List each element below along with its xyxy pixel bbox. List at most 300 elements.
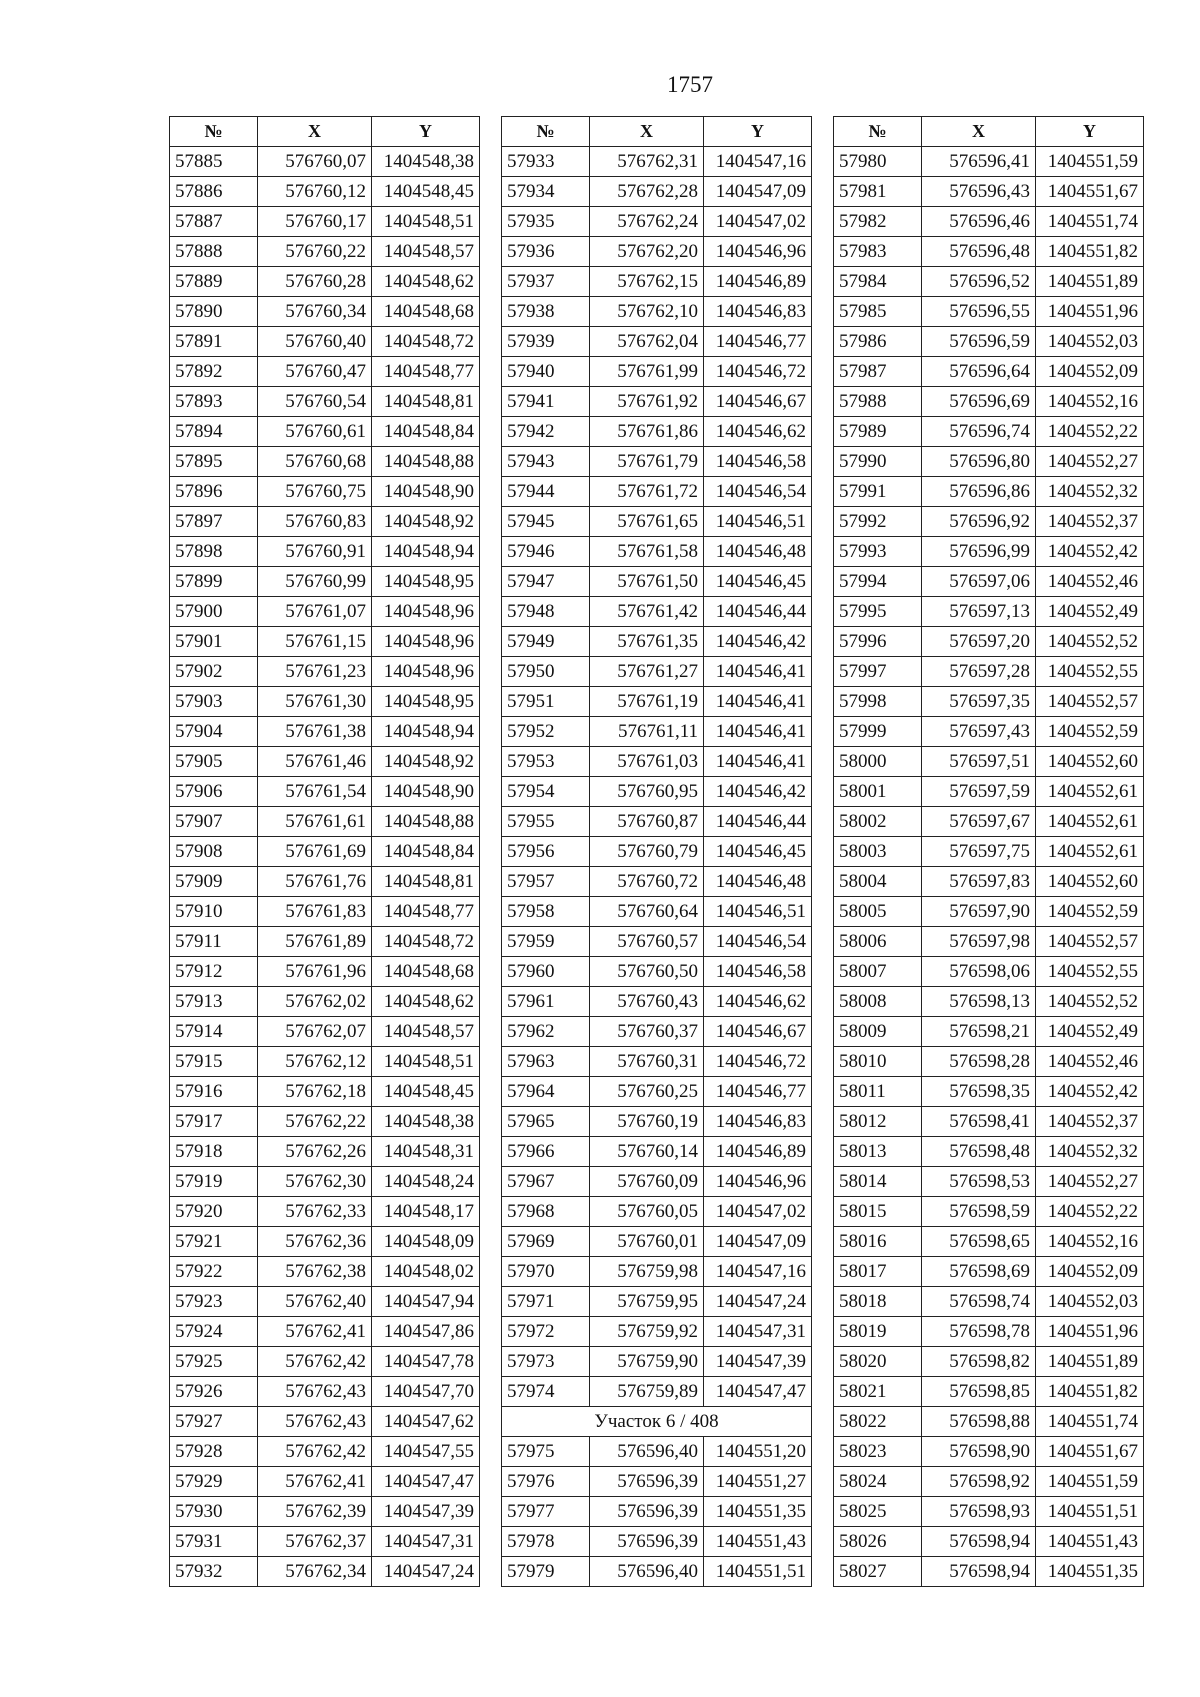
x-coordinate-cell: 576761,19 [590,687,704,717]
table-row [170,1137,480,1167]
y-coordinate-cell: 1404548,84 [372,837,480,867]
point-number-cell: 57889 [170,267,258,297]
table-row [502,747,812,777]
point-number-cell: 57983 [834,237,922,267]
y-coordinate-cell: 1404552,22 [1036,1197,1144,1227]
table-body [502,147,812,1587]
point-number-cell: 57939 [502,327,590,357]
table-row [834,237,1144,267]
table-row [502,1077,812,1107]
x-coordinate-cell: 576760,91 [258,537,372,567]
y-coordinate-cell: 1404552,59 [1036,897,1144,927]
point-number-cell: 58021 [834,1377,922,1407]
table-row [834,537,1144,567]
table-row [834,1167,1144,1197]
point-number-cell: 58025 [834,1497,922,1527]
y-coordinate-cell: 1404546,54 [704,477,812,507]
table-body [834,147,1144,1587]
y-coordinate-cell: 1404548,84 [372,417,480,447]
y-coordinate-cell: 1404546,45 [704,837,812,867]
x-coordinate-cell: 576759,89 [590,1377,704,1407]
table-row [170,927,480,957]
x-coordinate-cell: 576598,53 [922,1167,1036,1197]
table-row [170,447,480,477]
coordinates-table-2 [501,116,812,1587]
point-number-cell: 57970 [502,1257,590,1287]
table-row [834,177,1144,207]
point-number-cell: 58015 [834,1197,922,1227]
y-coordinate-cell: 1404547,24 [372,1557,480,1587]
point-number-cell: 57928 [170,1437,258,1467]
table-row [170,987,480,1017]
y-coordinate-cell: 1404547,94 [372,1287,480,1317]
y-coordinate-cell: 1404548,94 [372,717,480,747]
point-number-cell: 58017 [834,1257,922,1287]
x-coordinate-cell: 576760,12 [258,177,372,207]
y-coordinate-cell: 1404548,81 [372,387,480,417]
x-coordinate-cell: 576760,50 [590,957,704,987]
y-coordinate-cell: 1404552,42 [1036,1077,1144,1107]
y-coordinate-cell: 1404552,03 [1036,327,1144,357]
point-number-cell: 58023 [834,1437,922,1467]
y-coordinate-cell: 1404547,47 [372,1467,480,1497]
point-number-cell: 58007 [834,957,922,987]
point-number-cell: 57936 [502,237,590,267]
y-coordinate-cell: 1404548,24 [372,1167,480,1197]
table-row [502,1197,812,1227]
header-y: Y [704,117,812,147]
point-number-cell: 57918 [170,1137,258,1167]
table-row [502,507,812,537]
point-number-cell: 57911 [170,927,258,957]
point-number-cell: 57988 [834,387,922,417]
x-coordinate-cell: 576761,42 [590,597,704,627]
y-coordinate-cell: 1404552,37 [1036,507,1144,537]
x-coordinate-cell: 576761,58 [590,537,704,567]
x-coordinate-cell: 576596,43 [922,177,1036,207]
y-coordinate-cell: 1404552,60 [1036,747,1144,777]
x-coordinate-cell: 576762,24 [590,207,704,237]
x-coordinate-cell: 576597,59 [922,777,1036,807]
table-row [834,597,1144,627]
point-number-cell: 57961 [502,987,590,1017]
table-row [502,1377,812,1407]
table-row [502,147,812,177]
header-x: X [590,117,704,147]
x-coordinate-cell: 576761,69 [258,837,372,867]
table-row [170,267,480,297]
y-coordinate-cell: 1404552,27 [1036,1167,1144,1197]
y-coordinate-cell: 1404546,54 [704,927,812,957]
table-row [834,867,1144,897]
y-coordinate-cell: 1404547,78 [372,1347,480,1377]
y-coordinate-cell: 1404552,16 [1036,1227,1144,1257]
y-coordinate-cell: 1404547,09 [704,177,812,207]
y-coordinate-cell: 1404547,16 [704,147,812,177]
point-number-cell: 57955 [502,807,590,837]
x-coordinate-cell: 576596,40 [590,1437,704,1467]
table-row [170,837,480,867]
x-coordinate-cell: 576761,15 [258,627,372,657]
x-coordinate-cell: 576761,35 [590,627,704,657]
y-coordinate-cell: 1404546,41 [704,687,812,717]
x-coordinate-cell: 576597,75 [922,837,1036,867]
point-number-cell: 57904 [170,717,258,747]
table-header-row [502,117,812,147]
point-number-cell: 57968 [502,1197,590,1227]
table-row [170,897,480,927]
x-coordinate-cell: 576596,39 [590,1527,704,1557]
x-coordinate-cell: 576596,39 [590,1467,704,1497]
table-row [834,357,1144,387]
y-coordinate-cell: 1404547,39 [704,1347,812,1377]
y-coordinate-cell: 1404551,35 [704,1497,812,1527]
y-coordinate-cell: 1404552,32 [1036,1137,1144,1167]
y-coordinate-cell: 1404548,02 [372,1257,480,1287]
point-number-cell: 58012 [834,1107,922,1137]
table-row [170,297,480,327]
point-number-cell: 57903 [170,687,258,717]
point-number-cell: 58005 [834,897,922,927]
table-row [834,627,1144,657]
point-number-cell: 57958 [502,897,590,927]
table-row [170,1407,480,1437]
x-coordinate-cell: 576598,35 [922,1077,1036,1107]
table-row [834,1527,1144,1557]
y-coordinate-cell: 1404548,09 [372,1227,480,1257]
point-number-cell: 57932 [170,1557,258,1587]
table-row [502,1287,812,1317]
x-coordinate-cell: 576598,92 [922,1467,1036,1497]
x-coordinate-cell: 576759,95 [590,1287,704,1317]
point-number-cell: 57886 [170,177,258,207]
y-coordinate-cell: 1404548,68 [372,957,480,987]
x-coordinate-cell: 576760,17 [258,207,372,237]
y-coordinate-cell: 1404546,44 [704,597,812,627]
x-coordinate-cell: 576596,55 [922,297,1036,327]
y-coordinate-cell: 1404551,59 [1036,1467,1144,1497]
table-row [170,1077,480,1107]
point-number-cell: 57954 [502,777,590,807]
y-coordinate-cell: 1404551,89 [1036,267,1144,297]
x-coordinate-cell: 576596,69 [922,387,1036,417]
point-number-cell: 57933 [502,147,590,177]
y-coordinate-cell: 1404548,45 [372,177,480,207]
point-number-cell: 57916 [170,1077,258,1107]
x-coordinate-cell: 576598,21 [922,1017,1036,1047]
x-coordinate-cell: 576761,76 [258,867,372,897]
y-coordinate-cell: 1404546,42 [704,777,812,807]
x-coordinate-cell: 576762,07 [258,1017,372,1047]
header-x: X [258,117,372,147]
point-number-cell: 57922 [170,1257,258,1287]
y-coordinate-cell: 1404552,09 [1036,357,1144,387]
table-row [170,1317,480,1347]
table-row [170,1467,480,1497]
y-coordinate-cell: 1404548,95 [372,567,480,597]
point-number-cell: 57997 [834,657,922,687]
point-number-cell: 57982 [834,207,922,237]
table-row [502,1527,812,1557]
x-coordinate-cell: 576761,99 [590,357,704,387]
y-coordinate-cell: 1404547,31 [372,1527,480,1557]
x-coordinate-cell: 576760,25 [590,1077,704,1107]
table-row [170,1107,480,1137]
header-number: № [502,117,590,147]
table-row [170,717,480,747]
y-coordinate-cell: 1404552,27 [1036,447,1144,477]
point-number-cell: 57893 [170,387,258,417]
table-row [502,1107,812,1137]
table-row [834,1047,1144,1077]
x-coordinate-cell: 576761,79 [590,447,704,477]
point-number-cell: 57998 [834,687,922,717]
y-coordinate-cell: 1404552,16 [1036,387,1144,417]
point-number-cell: 57910 [170,897,258,927]
point-number-cell: 57965 [502,1107,590,1137]
point-number-cell: 57979 [502,1557,590,1587]
y-coordinate-cell: 1404546,72 [704,1047,812,1077]
x-coordinate-cell: 576762,22 [258,1107,372,1137]
y-coordinate-cell: 1404552,57 [1036,687,1144,717]
table-row [502,237,812,267]
table-row [834,1317,1144,1347]
y-coordinate-cell: 1404547,86 [372,1317,480,1347]
x-coordinate-cell: 576598,94 [922,1527,1036,1557]
table-row [170,417,480,447]
y-coordinate-cell: 1404552,52 [1036,627,1144,657]
y-coordinate-cell: 1404552,03 [1036,1287,1144,1317]
y-coordinate-cell: 1404548,38 [372,147,480,177]
point-number-cell: 57890 [170,297,258,327]
table-row [170,1227,480,1257]
x-coordinate-cell: 576597,35 [922,687,1036,717]
x-coordinate-cell: 576760,75 [258,477,372,507]
point-number-cell: 57891 [170,327,258,357]
point-number-cell: 57943 [502,447,590,477]
x-coordinate-cell: 576762,02 [258,987,372,1017]
point-number-cell: 58016 [834,1227,922,1257]
x-coordinate-cell: 576596,41 [922,147,1036,177]
point-number-cell: 57993 [834,537,922,567]
point-number-cell: 57920 [170,1197,258,1227]
header-number: № [834,117,922,147]
table-row [502,177,812,207]
x-coordinate-cell: 576760,09 [590,1167,704,1197]
point-number-cell: 57909 [170,867,258,897]
y-coordinate-cell: 1404548,77 [372,357,480,387]
point-number-cell: 57974 [502,1377,590,1407]
table-header-row [834,117,1144,147]
x-coordinate-cell: 576598,65 [922,1227,1036,1257]
table-row [502,1227,812,1257]
point-number-cell: 57929 [170,1467,258,1497]
table-header-row [170,117,480,147]
point-number-cell: 57921 [170,1227,258,1257]
y-coordinate-cell: 1404546,58 [704,447,812,477]
point-number-cell: 58003 [834,837,922,867]
y-coordinate-cell: 1404546,51 [704,897,812,927]
x-coordinate-cell: 576598,94 [922,1557,1036,1587]
x-coordinate-cell: 576597,51 [922,747,1036,777]
table-row [170,1557,480,1587]
point-number-cell: 58011 [834,1077,922,1107]
y-coordinate-cell: 1404548,92 [372,507,480,537]
table-row [834,747,1144,777]
point-number-cell: 57945 [502,507,590,537]
y-coordinate-cell: 1404546,45 [704,567,812,597]
x-coordinate-cell: 576760,68 [258,447,372,477]
x-coordinate-cell: 576761,50 [590,567,704,597]
x-coordinate-cell: 576597,43 [922,717,1036,747]
table-row [502,1317,812,1347]
table-row [502,1137,812,1167]
table-row [170,627,480,657]
y-coordinate-cell: 1404547,47 [704,1377,812,1407]
x-coordinate-cell: 576597,67 [922,807,1036,837]
y-coordinate-cell: 1404551,96 [1036,1317,1144,1347]
x-coordinate-cell: 576597,90 [922,897,1036,927]
table-row [502,567,812,597]
point-number-cell: 57949 [502,627,590,657]
point-number-cell: 57985 [834,297,922,327]
point-number-cell: 57935 [502,207,590,237]
table-row [834,957,1144,987]
table-row [834,1347,1144,1377]
point-number-cell: 57931 [170,1527,258,1557]
table-row [170,327,480,357]
point-number-cell: 57934 [502,177,590,207]
x-coordinate-cell: 576760,61 [258,417,372,447]
point-number-cell: 57952 [502,717,590,747]
table-row [834,447,1144,477]
table-row [502,597,812,627]
table-row [170,357,480,387]
table-row [834,507,1144,537]
point-number-cell: 57912 [170,957,258,987]
point-number-cell: 57892 [170,357,258,387]
table-row [502,717,812,747]
table-row [170,1197,480,1227]
y-coordinate-cell: 1404551,20 [704,1437,812,1467]
table-row [502,657,812,687]
y-coordinate-cell: 1404546,96 [704,237,812,267]
y-coordinate-cell: 1404552,61 [1036,807,1144,837]
y-coordinate-cell: 1404548,92 [372,747,480,777]
point-number-cell: 57948 [502,597,590,627]
y-coordinate-cell: 1404551,43 [1036,1527,1144,1557]
point-number-cell: 57996 [834,627,922,657]
table-row [170,1287,480,1317]
x-coordinate-cell: 576760,40 [258,327,372,357]
y-coordinate-cell: 1404547,62 [372,1407,480,1437]
point-number-cell: 58004 [834,867,922,897]
point-number-cell: 58006 [834,927,922,957]
x-coordinate-cell: 576762,33 [258,1197,372,1227]
point-number-cell: 58026 [834,1527,922,1557]
y-coordinate-cell: 1404552,46 [1036,567,1144,597]
point-number-cell: 57986 [834,327,922,357]
point-number-cell: 58018 [834,1287,922,1317]
x-coordinate-cell: 576762,42 [258,1347,372,1377]
y-coordinate-cell: 1404552,09 [1036,1257,1144,1287]
point-number-cell: 57917 [170,1107,258,1137]
x-coordinate-cell: 576597,28 [922,657,1036,687]
y-coordinate-cell: 1404551,67 [1036,177,1144,207]
y-coordinate-cell: 1404548,57 [372,1017,480,1047]
table-row [502,267,812,297]
point-number-cell: 57971 [502,1287,590,1317]
x-coordinate-cell: 576760,07 [258,147,372,177]
y-coordinate-cell: 1404548,17 [372,1197,480,1227]
x-coordinate-cell: 576761,61 [258,807,372,837]
y-coordinate-cell: 1404546,83 [704,297,812,327]
y-coordinate-cell: 1404552,55 [1036,657,1144,687]
x-coordinate-cell: 576762,20 [590,237,704,267]
table-row [834,1377,1144,1407]
point-number-cell: 58008 [834,987,922,1017]
table-row [170,387,480,417]
table-row [834,327,1144,357]
table-row [834,1017,1144,1047]
y-coordinate-cell: 1404546,77 [704,327,812,357]
y-coordinate-cell: 1404552,49 [1036,1017,1144,1047]
point-number-cell: 57972 [502,1317,590,1347]
y-coordinate-cell: 1404552,61 [1036,837,1144,867]
y-coordinate-cell: 1404551,35 [1036,1557,1144,1587]
point-number-cell: 58027 [834,1557,922,1587]
x-coordinate-cell: 576762,41 [258,1317,372,1347]
table-row [834,1437,1144,1467]
x-coordinate-cell: 576760,72 [590,867,704,897]
table-row [170,1437,480,1467]
y-coordinate-cell: 1404548,96 [372,597,480,627]
x-coordinate-cell: 576762,26 [258,1137,372,1167]
table-row [502,687,812,717]
x-coordinate-cell: 576760,54 [258,387,372,417]
y-coordinate-cell: 1404547,02 [704,1197,812,1227]
x-coordinate-cell: 576761,03 [590,747,704,777]
y-coordinate-cell: 1404551,82 [1036,237,1144,267]
table-row [502,1017,812,1047]
y-coordinate-cell: 1404546,51 [704,507,812,537]
table-row [170,1017,480,1047]
point-number-cell: 57981 [834,177,922,207]
y-coordinate-cell: 1404551,51 [704,1557,812,1587]
x-coordinate-cell: 576596,64 [922,357,1036,387]
x-coordinate-cell: 576760,43 [590,987,704,1017]
y-coordinate-cell: 1404551,59 [1036,147,1144,177]
point-number-cell: 58000 [834,747,922,777]
x-coordinate-cell: 576597,13 [922,597,1036,627]
point-number-cell: 57959 [502,927,590,957]
y-coordinate-cell: 1404548,94 [372,537,480,567]
y-coordinate-cell: 1404548,90 [372,777,480,807]
table-row [170,477,480,507]
y-coordinate-cell: 1404552,42 [1036,537,1144,567]
point-number-cell: 57923 [170,1287,258,1317]
x-coordinate-cell: 576761,11 [590,717,704,747]
table-row [834,567,1144,597]
table-row [834,1557,1144,1587]
x-coordinate-cell: 576598,69 [922,1257,1036,1287]
x-coordinate-cell: 576596,59 [922,327,1036,357]
x-coordinate-cell: 576596,92 [922,507,1036,537]
x-coordinate-cell: 576598,90 [922,1437,1036,1467]
table-row [170,507,480,537]
y-coordinate-cell: 1404548,62 [372,987,480,1017]
x-coordinate-cell: 576597,20 [922,627,1036,657]
